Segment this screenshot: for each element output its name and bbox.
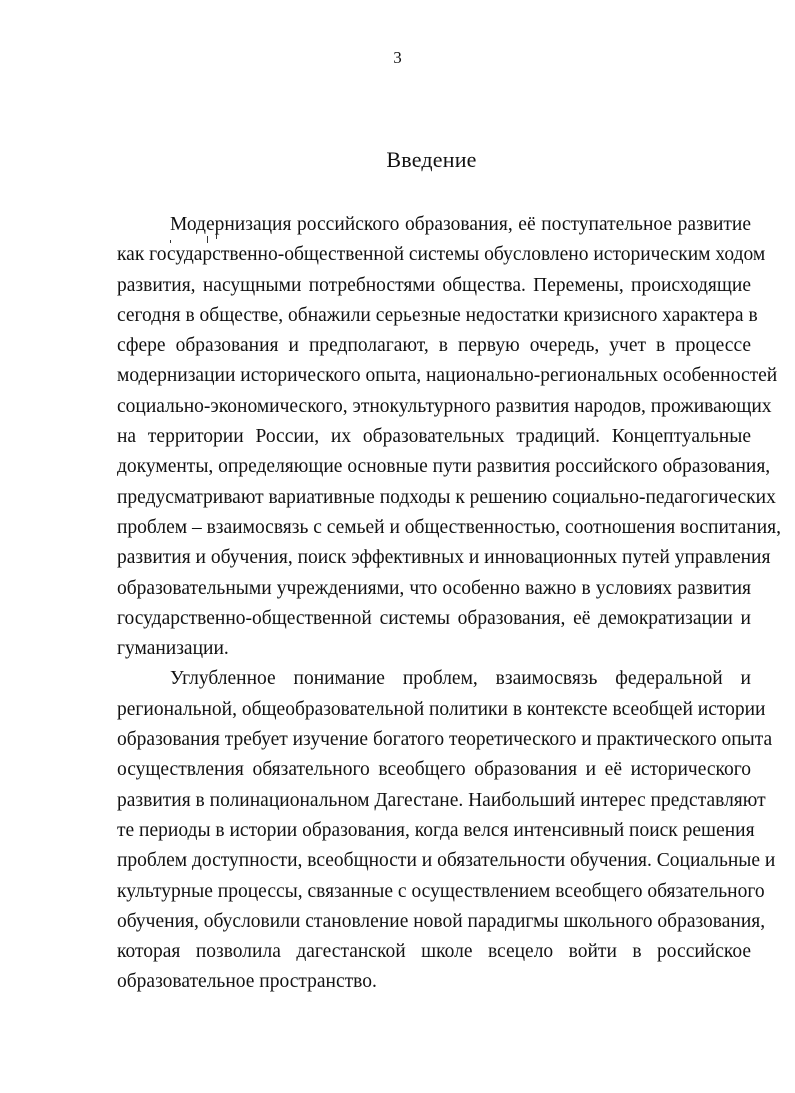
text-line: которая позволила дагестанской школе всецело войти в российское — [117, 941, 751, 963]
text-line: предусматривают вариативные подходы к решению социально-педагогических — [117, 486, 776, 508]
text-line: документы, определяющие основные пути развития российского образования, — [117, 456, 771, 478]
paragraph-2 — [117, 664, 776, 997]
text-line: сегодня в обществе, обнажили серьезные недостатки кризисного характера в — [117, 304, 758, 326]
text-line: проблем – взаимосвязь с семьей и общественностью, соотношения воспитания, — [117, 516, 782, 538]
text-line: социально-экономического, этнокультурного развития народов, проживающих — [117, 395, 772, 417]
text-line: развития, насущными потребностями общества. Перемены, происходящие — [117, 274, 751, 296]
page-number: 3 — [393, 48, 402, 67]
text-line: обучения, обусловили становление новой парадигмы школьного образования, — [117, 910, 766, 932]
text-line: региональной, общеобразовательной политики в контексте всеобщей истории — [117, 698, 766, 720]
text-line: те периоды в истории образования, когда велся интенсивный поиск решения — [117, 819, 755, 841]
section-title: Введение — [386, 147, 477, 172]
text-line: образования требует изучение богатого теоретического и практического опыта — [117, 729, 773, 751]
text-line: как государственно-общественной системы обусловлено историческим ходом — [117, 244, 766, 266]
text-line: образовательными учреждениями, что особенно важно в условиях развития — [117, 577, 751, 599]
text-line: гуманизации. — [117, 638, 229, 660]
text-line: культурные процессы, связанные с осуществлением всеобщего обязательного — [117, 880, 765, 902]
text-line: государственно-общественной системы образования, её демократизации и — [117, 607, 751, 629]
paragraph-1 — [117, 210, 782, 664]
text-line: на территории России, их образовательных традиций. Концептуальные — [117, 426, 751, 448]
text-line: развития и обучения, поиск эффективных и инновационных путей управления — [117, 547, 771, 569]
text-line: сфере образования и предполагают, в первую очередь, учет в процессе — [117, 335, 751, 357]
text-line: развития в полинациональном Дагестане. Наибольший интерес представляют — [117, 789, 766, 811]
text-line: образовательное пространство. — [117, 971, 377, 993]
text-line: проблем доступности, всеобщности и обязательности обучения. Социальные и — [117, 850, 776, 872]
text-line: Модернизация российского образования, её поступательное развитие — [170, 214, 751, 235]
text-line: модернизации исторического опыта, национально-региональных особенностей — [117, 365, 778, 387]
body-text — [117, 210, 782, 998]
text-line: осуществления обязательного всеобщего образования и её исторического — [117, 759, 751, 781]
text-line: Углубленное понимание проблем, взаимосвязь федеральной и — [170, 668, 751, 690]
